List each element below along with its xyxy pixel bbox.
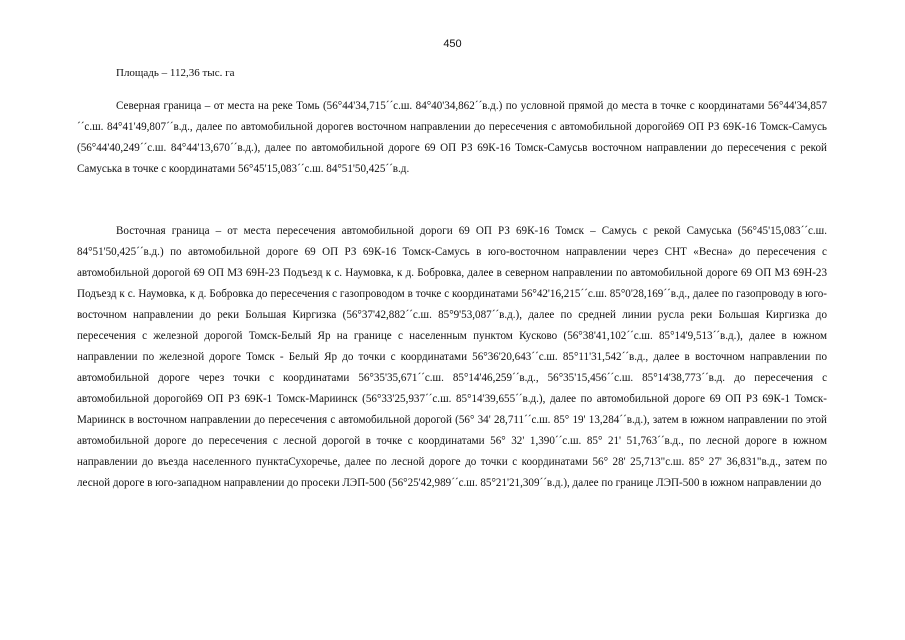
area-line: Площадь – 112,36 тыс. га [116, 67, 235, 79]
east-boundary-paragraph: Восточная граница – от места пересечения автомобильной дороги 69 ОП РЗ 69К-16 Томск – Самусь с рекой Самуська (56°45'15,083´´с.ш. 84°51'50,425´´в.д.) по автомобильной дороге 69 ОП РЗ 69К-16 Томск-Самусь в юго-восточном направлении через СНТ «Весна» до пересечения с автомобильной дорогой 69 ОП МЗ 69Н-23 Подъезд к с. Наумовка, к д. Бобровка, далее в северном направлении по автомобильной дороге 69 ОП МЗ 69Н-23 Подъезд к с. Наумовка, к д. Бобровка до пересечения с газопроводом в точке с координатами 56°42'16,215´´с.ш. 85°0'28,169´´в.д., далее по газопроводу в юго-восточном направлении до реки Большая Киргизка (56°37'42,882´´с.ш. 85°9'53,087´´в.д.), далее по средней линии русла реки Большая Киргизка до пересечения с железной дорогой Томск-Белый Яр на границе с населенным пунктом Кусково (56°38'41,102´´с.ш. 85°14'9,513´´в.д.), далее в южном направлении по железной дороге Томск - Белый Яр до точки с координатами 56°36'20,643´´с.ш. 85°11'31,542´´в.д., далее в восточном направлении по автомобильной дороге через точки с координатами 56°35'35,671´´с.ш. 85°14'46,259´´в.д., 56°35'15,456´´с.ш. 85°14'38,773´´в.д. до пересечения с автомобильной дорогой69 ОП РЗ 69К-1 Томск-Мариинск (56°33'25,937´´с.ш. 85°14'39,655´´в.д.), далее по автомобильной дороге 69 ОП РЗ 69К-1 Томск-Мариинск в восточном направлении до пересечения с автомобильной дорогой (56° 34' 28,711´´с.ш. 85° 19' 13,284´´в.д.), затем в южном направлении по этой автомобильной дороге до пересечения с лесной дорогой в точке с координатами 56° 32' 1,390´´с.ш. 85° 21' 51,763´´в.д., по лесной дороге в южном направлении до въезда населенного пунктаСухоречье, далее по лесной дороге до точки с координатами 56° 28' 25,713"с.ш. 85° 27' 36,831"в.д., затем по лесной дороге в юго-западном направлении до просеки ЛЭП-500 (56°25'42,989´´с.ш. 85°21'21,309´´в.д.), далее по границе ЛЭП-500 в южном направлении до [77, 225, 827, 489]
north-boundary-paragraph: Северная граница – от места на реке Томь (56°44'34,715´´с.ш. 84°40'34,862´´в.д.) по условной прямой до места в точке с координатами 56°44'34,857´´с.ш. 84°41'49,807´´в.д., далее по автомобильной дорогев восточном направлении до пересечения с автомобильной дорогой69 ОП РЗ 69К-16 Томск-Самусь (56°44'40,249´´с.ш. 84°44'13,670´´в.д.), далее по автомобильной дороге 69 ОП РЗ 69К-16 Томск-Самусьв восточном направлении до пересечения с рекой Самуська в точке с координатами 56°45'15,083´´с.ш. 84°51'50,425´´в.д. [77, 100, 827, 175]
page-number: 450 [443, 38, 462, 50]
